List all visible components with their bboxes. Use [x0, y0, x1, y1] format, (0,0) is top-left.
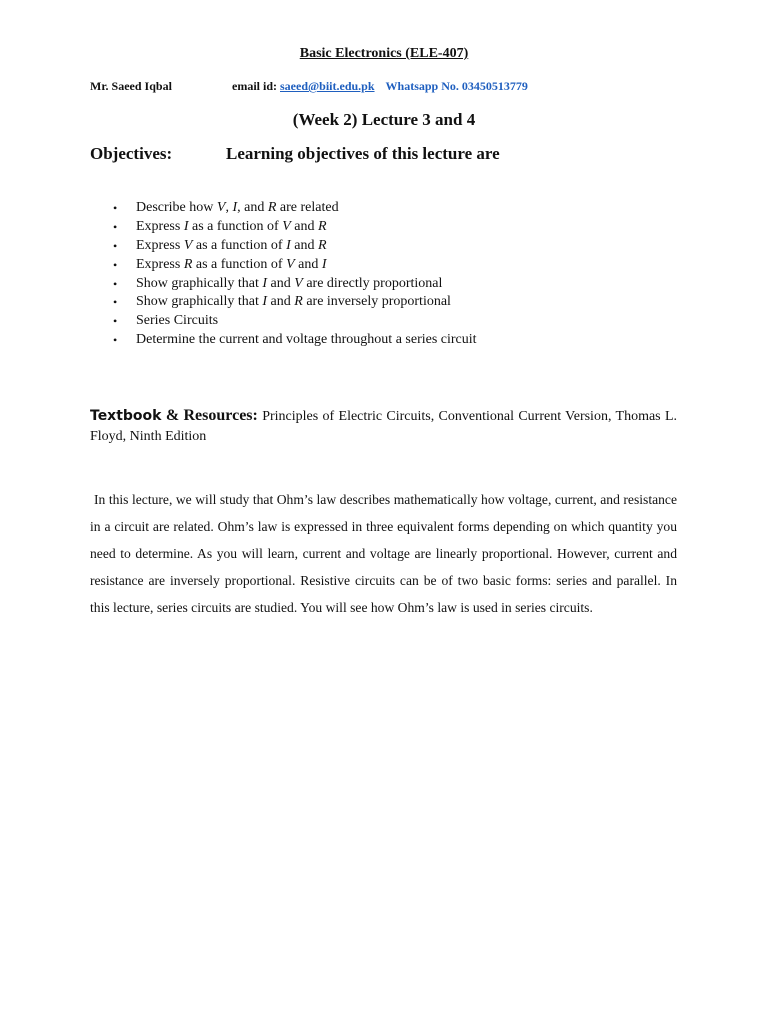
objective-text: as a function of [188, 218, 283, 234]
course-title-text: Basic Electronics (ELE-407) [299, 46, 469, 61]
objective-text: Describe how [136, 200, 217, 215]
objective-text: Show graphically that [136, 294, 263, 310]
objective-text: Express [136, 237, 184, 253]
objective-variable: I [262, 275, 268, 291]
objective-text: as a function of [192, 237, 287, 253]
objective-item [113, 331, 477, 350]
resources-label: Resources: [183, 407, 258, 424]
objective-variable: R [183, 256, 193, 272]
objective-variable: V [282, 218, 291, 234]
objective-variable: R [317, 218, 327, 234]
objective-variable: R [294, 294, 303, 310]
bullet-icon: • [113, 295, 118, 310]
objective-variable: V [183, 237, 193, 253]
email-label: email id: [232, 79, 280, 93]
objective-item [113, 218, 477, 237]
textbook-resources [90, 406, 677, 447]
objective-variable: I [232, 200, 238, 215]
instructor-info-line [90, 79, 528, 94]
objective-variable: I [321, 256, 327, 272]
objective-text: Series Circuits [136, 313, 219, 329]
objective-text: and [267, 294, 295, 310]
objective-text: are related [276, 200, 339, 215]
bullet-icon: • [113, 257, 118, 272]
objective-text: are directly proportional [302, 275, 443, 291]
objective-variable: V [286, 256, 295, 272]
objective-variable: R [317, 237, 327, 253]
objective-variable: V [294, 275, 303, 291]
objective-variable: I [262, 294, 268, 310]
objectives-list [113, 199, 477, 350]
objectives-label: Objectives: [90, 144, 173, 163]
objective-item [113, 199, 477, 218]
objective-variable: V [216, 200, 226, 215]
objective-text: are inversely proportional [302, 294, 451, 310]
textbook-ampersand: & [165, 407, 180, 424]
textbook-text: Principles of Electric Circuits, Conventional Current Version, Thomas L. Floyd, Ninth Edition [90, 409, 678, 444]
objective-variable: R [267, 200, 277, 215]
intro-paragraph: In this lecture, we will study that Ohm’s law describes mathematically how voltage, current, and resistance in a circuit are related. Ohm’s law is expressed in three equivalent forms depending on which quantity you need to determine. As you will learn, current and voltage are linearly proportional. However, current and resistance are inversely proportional. Resistive circuits can be of two basic forms: series and parallel. In this lecture, series circuits are studied. You will see how Ohm’s law is used in series circuits. [90, 492, 677, 615]
bullet-icon: • [113, 314, 118, 329]
week-title: (Week 2) Lecture 3 and 4 [292, 110, 476, 129]
objective-text: Determine the current and voltage throughout a series circuit [136, 332, 477, 348]
bullet-icon: • [113, 201, 118, 215]
objective-text: Express [136, 256, 184, 272]
objective-text: and [294, 256, 322, 272]
bullet-icon: • [113, 238, 118, 253]
objective-text: and [267, 275, 295, 291]
objective-text: and [290, 218, 318, 234]
bullet-icon: • [113, 219, 118, 234]
objective-item [113, 293, 477, 312]
bullet-icon: • [113, 276, 118, 291]
objective-text: as a function of [192, 256, 287, 272]
objective-variable: I [183, 218, 189, 234]
objective-text: , [225, 200, 233, 215]
objective-variable: I [286, 237, 291, 253]
objective-item [113, 256, 477, 275]
textbook-label: Textbook [90, 408, 162, 424]
objective-item [113, 312, 477, 331]
objective-item [113, 237, 477, 256]
bullet-icon: • [113, 333, 118, 348]
objective-text: and [290, 237, 318, 253]
whatsapp-number: Whatsapp No. 03450513779 [385, 79, 528, 93]
instructor-name: Mr. Saeed Iqbal [90, 79, 172, 93]
objectives-heading [90, 144, 500, 164]
course-title [0, 46, 768, 62]
objective-text: Express [136, 218, 184, 234]
objective-text: , and [237, 200, 268, 215]
objective-text: Show graphically that [136, 275, 263, 291]
objective-item [113, 275, 477, 294]
objectives-heading-text: Learning objectives of this lecture are [226, 144, 500, 163]
email-link[interactable]: saeed@biit.edu.pk [280, 79, 375, 93]
